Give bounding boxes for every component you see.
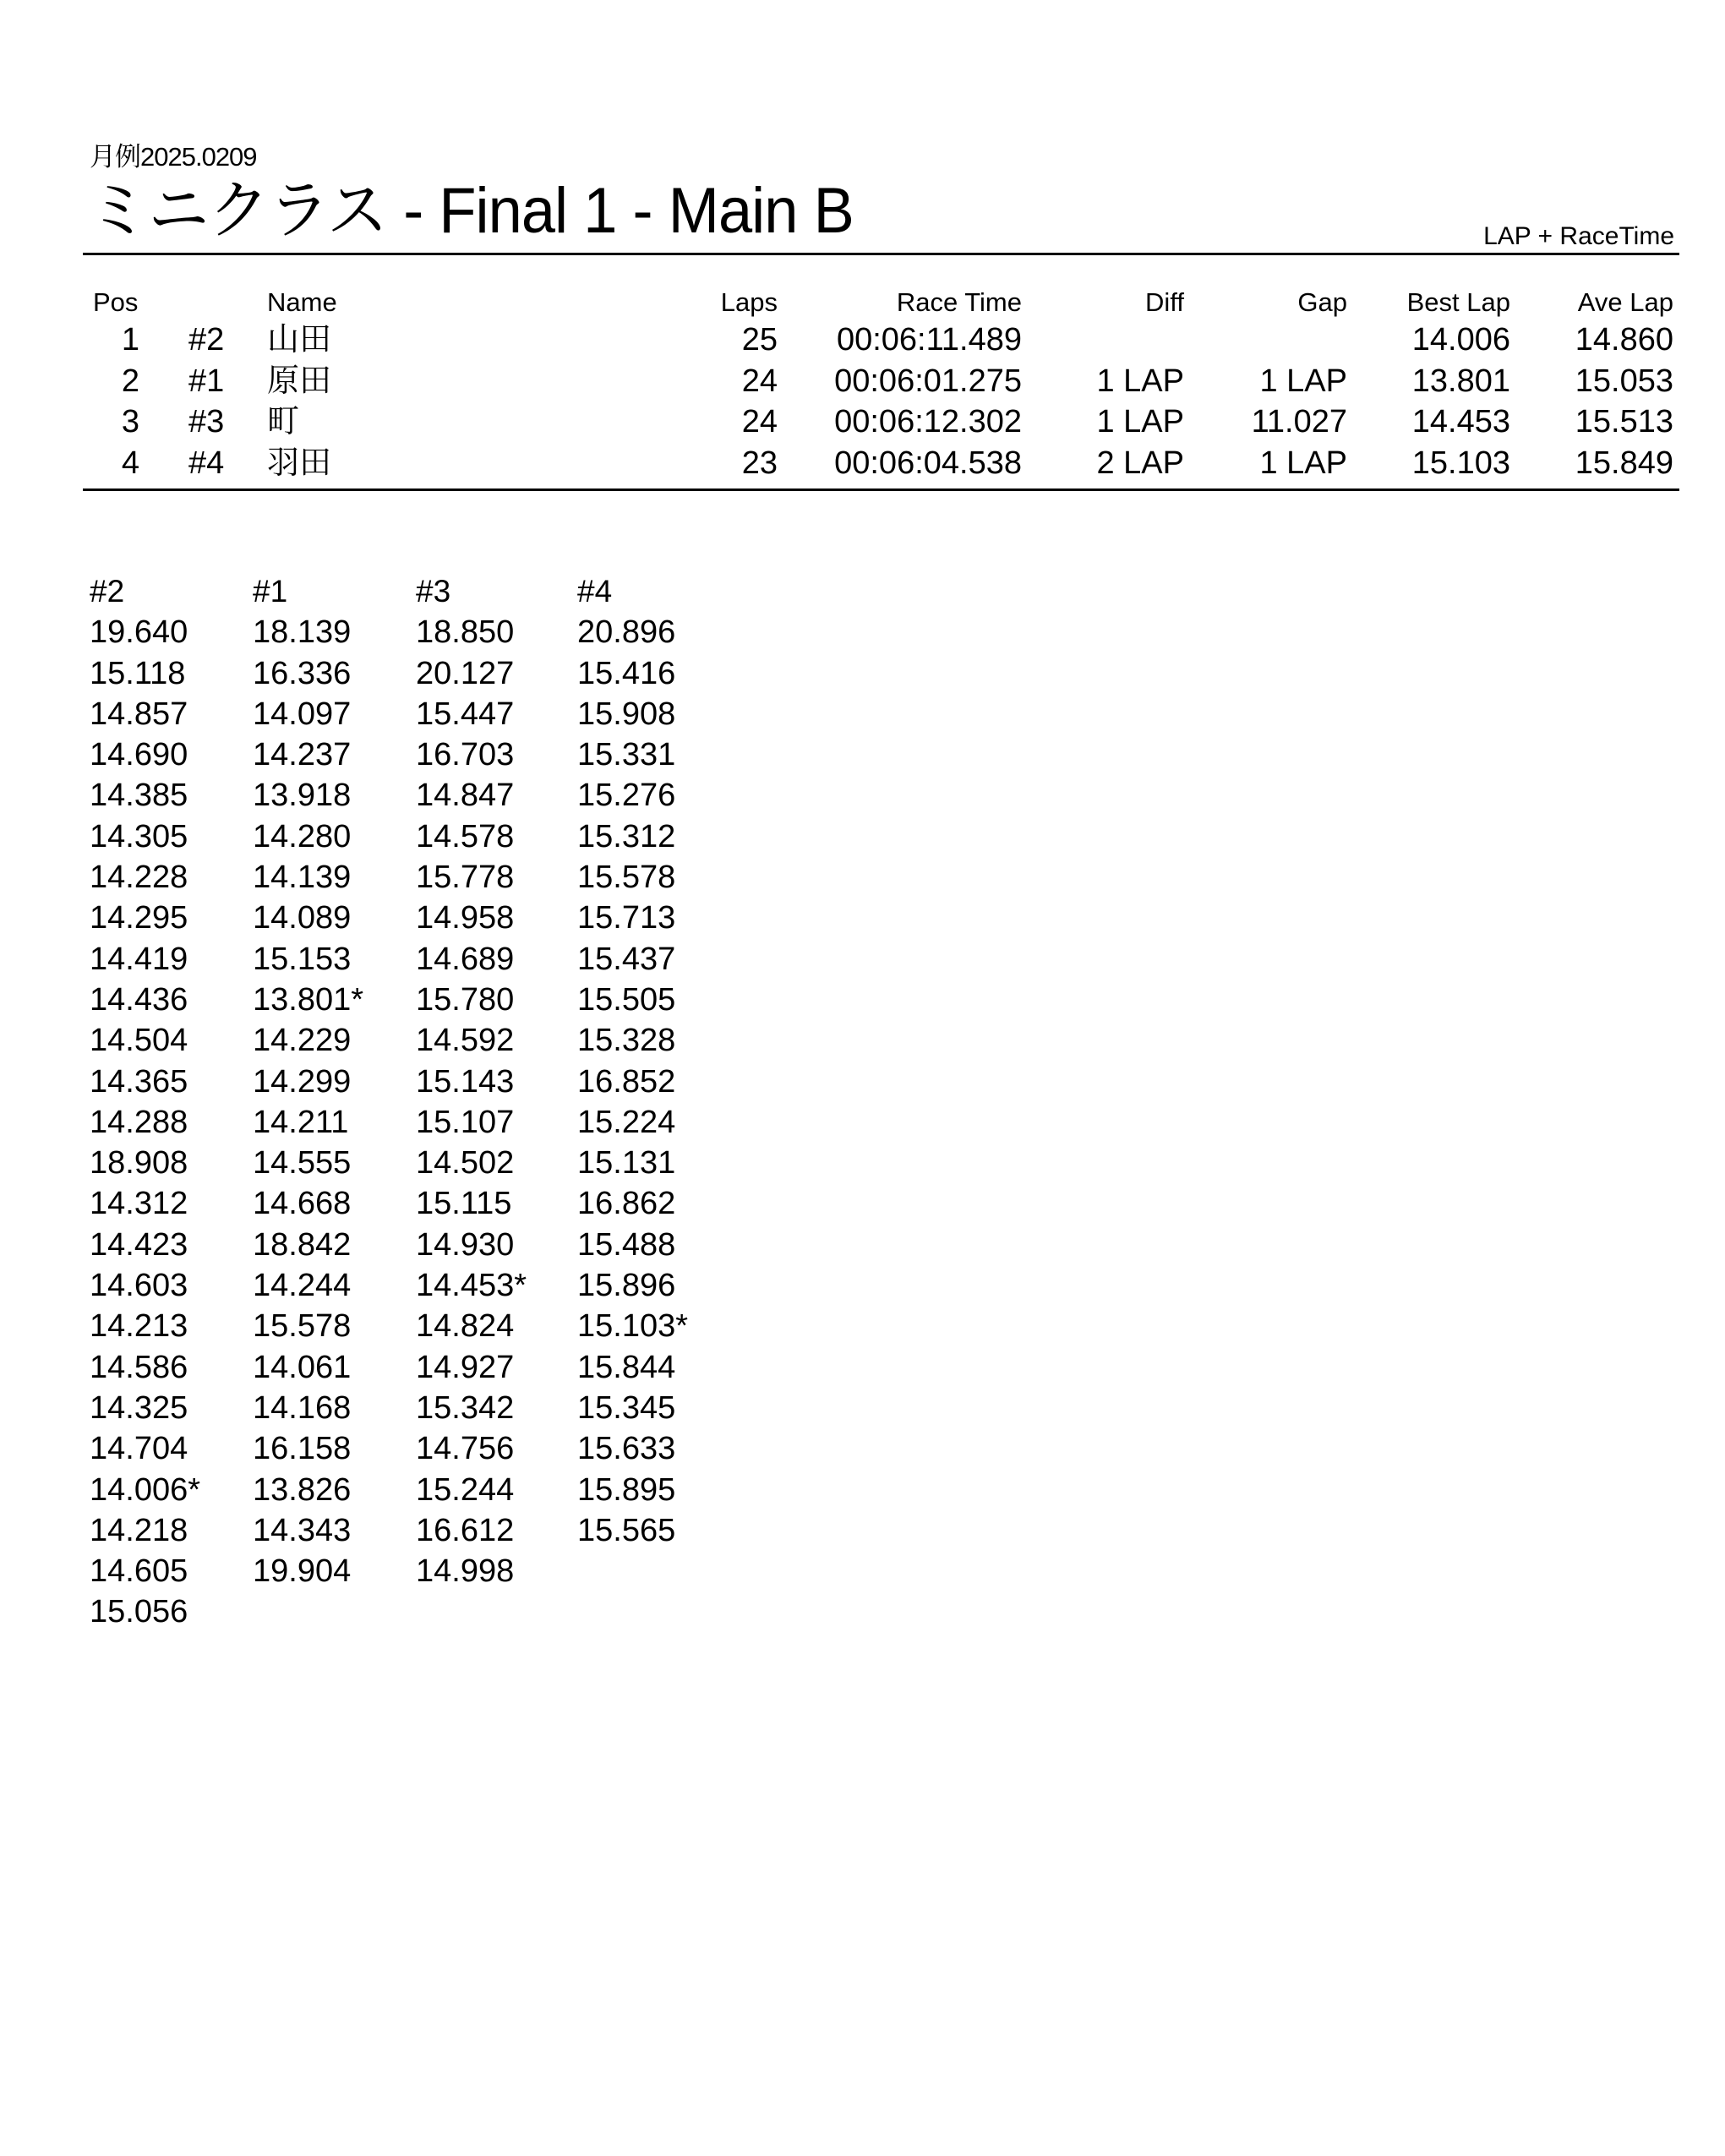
lap-time: 15.107 <box>416 1104 515 1140</box>
lap-time: 14.453* <box>416 1268 527 1304</box>
lap-time: 14.419 <box>90 941 188 977</box>
lap-time: 14.139 <box>253 860 352 896</box>
pos-cell: 3 <box>121 404 139 439</box>
lap-time: 14.089 <box>253 900 352 936</box>
col-pos: Pos <box>93 287 139 317</box>
lap-time: 15.895 <box>577 1471 676 1508</box>
car-number-cell: #4 <box>188 445 225 481</box>
lap-time: 14.343 <box>253 1512 352 1548</box>
lap-time: 15.118 <box>90 655 186 691</box>
lap-column-header: #2 <box>90 574 125 609</box>
lap-time: 15.778 <box>416 860 515 896</box>
diff-cell: 1 LAP <box>1096 404 1184 439</box>
pos-cell: 4 <box>121 445 139 481</box>
event-label: 月例2025.0209 <box>90 142 257 172</box>
lap-time: 14.229 <box>253 1023 352 1059</box>
lap-time: 15.345 <box>577 1389 676 1426</box>
lap-time: 15.565 <box>577 1512 676 1548</box>
car-number-cell: #1 <box>188 363 225 399</box>
report-mode-label: LAP + RaceTime <box>1483 222 1674 250</box>
laps-cell: 24 <box>741 363 778 399</box>
lap-time: 15.115 <box>416 1186 512 1222</box>
best-lap-cell: 14.453 <box>1411 404 1510 439</box>
lap-time: 14.930 <box>416 1226 515 1263</box>
diff-cell: 1 LAP <box>1096 363 1184 399</box>
lap-time: 15.578 <box>577 860 676 896</box>
lap-time: 14.305 <box>90 818 188 854</box>
col-gap: Gap <box>1297 287 1347 317</box>
lap-time: 14.299 <box>253 1063 352 1100</box>
lap-column <box>253 571 363 1591</box>
lap-time: 15.780 <box>416 981 515 1018</box>
lap-time: 15.908 <box>577 696 676 732</box>
driver-name-cell: 原田 <box>267 363 332 399</box>
lap-column <box>416 571 527 1591</box>
lap-time: 14.704 <box>90 1431 188 1467</box>
lap-time: 15.416 <box>577 655 676 691</box>
best-lap-cell: 14.006 <box>1411 322 1510 358</box>
lap-column-header: #3 <box>416 574 451 609</box>
lap-time: 14.436 <box>90 981 188 1018</box>
lap-time: 14.061 <box>253 1349 352 1385</box>
lap-time: 16.612 <box>416 1512 515 1548</box>
gap-cell: 1 LAP <box>1259 363 1347 399</box>
lap-time: 15.224 <box>577 1104 676 1140</box>
lap-time: 15.447 <box>416 696 515 732</box>
lap-column-header: #4 <box>577 574 613 609</box>
lap-time: 14.097 <box>253 696 352 732</box>
lap-time: 14.295 <box>90 900 188 936</box>
lap-time: 14.211 <box>253 1104 349 1140</box>
diff-cell: 2 LAP <box>1096 445 1184 481</box>
lap-time: 15.312 <box>577 818 676 854</box>
lap-time: 14.385 <box>90 778 188 814</box>
lap-time: 19.904 <box>253 1553 352 1590</box>
lap-time: 16.852 <box>577 1063 676 1100</box>
race-time-cell: 00:06:04.538 <box>834 445 1022 481</box>
race-time-cell: 00:06:12.302 <box>834 404 1022 439</box>
lap-time: 14.168 <box>253 1389 352 1426</box>
result-row <box>0 363 1725 403</box>
col-laps: Laps <box>720 287 778 317</box>
best-lap-cell: 15.103 <box>1411 445 1510 481</box>
lap-time: 14.586 <box>90 1349 188 1385</box>
lap-time: 14.312 <box>90 1186 188 1222</box>
lap-time: 14.605 <box>90 1553 188 1590</box>
gap-cell: 1 LAP <box>1259 445 1347 481</box>
lap-time: 14.857 <box>90 696 188 732</box>
lap-time: 14.504 <box>90 1023 188 1059</box>
lap-time: 15.276 <box>577 778 676 814</box>
lap-time: 18.842 <box>253 1226 352 1263</box>
lap-time: 20.896 <box>577 614 676 651</box>
lap-time: 15.578 <box>253 1308 352 1345</box>
lap-time: 16.336 <box>253 655 352 691</box>
driver-name-cell: 羽田 <box>267 445 332 481</box>
lap-time: 20.127 <box>416 655 515 691</box>
lap-time: 14.218 <box>90 1512 188 1548</box>
lap-time: 14.006* <box>90 1471 201 1508</box>
lap-time: 15.633 <box>577 1431 676 1467</box>
gap-cell: 11.027 <box>1251 404 1347 439</box>
lap-time: 15.056 <box>90 1594 188 1630</box>
lap-time: 15.713 <box>577 900 676 936</box>
col-name: Name <box>267 287 337 317</box>
race-time-cell: 00:06:11.489 <box>836 322 1022 358</box>
lap-time: 18.908 <box>90 1145 188 1182</box>
car-number-cell: #2 <box>188 322 225 358</box>
lap-time: 14.288 <box>90 1104 188 1140</box>
col-ave-lap: Ave Lap <box>1577 287 1673 317</box>
lap-time: 15.437 <box>577 941 676 977</box>
lap-time: 15.328 <box>577 1023 676 1059</box>
lap-time: 14.824 <box>416 1308 515 1345</box>
col-race-time: Race Time <box>896 287 1022 317</box>
col-diff: Diff <box>1145 287 1184 317</box>
lap-time: 16.158 <box>253 1431 352 1467</box>
lap-time: 15.342 <box>416 1389 515 1426</box>
lap-time: 14.213 <box>90 1308 188 1345</box>
lap-column <box>90 571 200 1633</box>
ave-lap-cell: 14.860 <box>1575 322 1673 358</box>
lap-time: 13.918 <box>253 778 352 814</box>
best-lap-cell: 13.801 <box>1411 363 1510 399</box>
pos-cell: 1 <box>121 322 139 358</box>
lap-time: 14.578 <box>416 818 515 854</box>
driver-name-cell: 山田 <box>267 322 332 358</box>
driver-name-cell: 町 <box>267 404 300 439</box>
lap-time: 15.844 <box>577 1349 676 1385</box>
lap-time: 19.640 <box>90 614 188 651</box>
result-row <box>0 445 1725 485</box>
lap-time: 14.756 <box>416 1431 515 1467</box>
pos-cell: 2 <box>121 363 139 399</box>
lap-time: 14.244 <box>253 1268 352 1304</box>
lap-time: 14.690 <box>90 737 188 773</box>
laps-cell: 24 <box>741 404 778 439</box>
col-best-lap: Best Lap <box>1406 287 1510 317</box>
lap-time: 14.603 <box>90 1268 188 1304</box>
lap-time: 14.592 <box>416 1023 515 1059</box>
lap-column <box>577 571 688 1551</box>
lap-time: 14.927 <box>416 1349 515 1385</box>
lap-time: 14.668 <box>253 1186 352 1222</box>
ave-lap-cell: 15.849 <box>1575 445 1673 481</box>
ave-lap-cell: 15.053 <box>1575 363 1673 399</box>
lap-time: 16.862 <box>577 1186 676 1222</box>
lap-time: 14.958 <box>416 900 515 936</box>
lap-time: 18.139 <box>253 614 352 651</box>
lap-time: 14.423 <box>90 1226 188 1263</box>
lap-time: 13.826 <box>253 1471 352 1508</box>
lap-time: 18.850 <box>416 614 515 651</box>
lap-time: 14.689 <box>416 941 515 977</box>
ave-lap-cell: 15.513 <box>1575 404 1673 439</box>
lap-time: 14.228 <box>90 860 188 896</box>
header-divider <box>83 253 1679 255</box>
results-divider <box>83 489 1679 491</box>
lap-time: 15.131 <box>577 1145 676 1182</box>
lap-time: 14.502 <box>416 1145 515 1182</box>
lap-time: 15.488 <box>577 1226 676 1263</box>
lap-time: 15.896 <box>577 1268 676 1304</box>
result-row <box>0 321 1725 362</box>
lap-time: 13.801* <box>253 981 364 1018</box>
lap-time: 15.103* <box>577 1308 689 1345</box>
lap-time: 15.331 <box>577 737 676 773</box>
lap-time: 14.325 <box>90 1389 188 1426</box>
laps-cell: 23 <box>741 445 778 481</box>
lap-time: 15.153 <box>253 941 352 977</box>
laps-cell: 25 <box>741 322 778 358</box>
lap-time: 15.505 <box>577 981 676 1018</box>
lap-time: 14.847 <box>416 778 515 814</box>
race-time-cell: 00:06:01.275 <box>834 363 1022 399</box>
lap-time: 15.143 <box>416 1063 515 1100</box>
lap-time: 14.237 <box>253 737 352 773</box>
lap-time: 16.703 <box>416 737 515 773</box>
lap-time: 14.998 <box>416 1553 515 1590</box>
car-number-cell: #3 <box>188 404 225 439</box>
page-title: ミニクラス - Final 1 - Main B <box>88 175 854 247</box>
result-row <box>0 403 1725 444</box>
lap-time: 14.555 <box>253 1145 352 1182</box>
lap-column-header: #1 <box>253 574 288 609</box>
lap-time: 14.280 <box>253 818 352 854</box>
lap-time: 14.365 <box>90 1063 188 1100</box>
lap-time: 15.244 <box>416 1471 515 1508</box>
